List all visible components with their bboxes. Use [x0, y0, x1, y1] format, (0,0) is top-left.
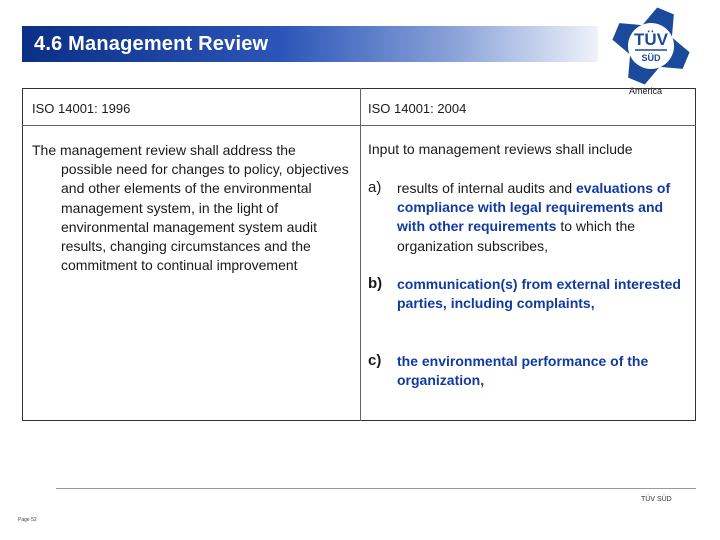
list-item-b	[368, 275, 690, 313]
list-item-c	[368, 352, 690, 390]
right-intro: Input to management reviews shall include	[368, 141, 633, 157]
table-column-divider	[360, 88, 361, 421]
table-header-divider	[22, 125, 696, 126]
page-number: Page 52	[18, 517, 37, 523]
list-marker: a)	[368, 179, 382, 196]
logo-main-text: TÜV	[634, 30, 668, 49]
item-plain-text: results of internal audits and	[397, 180, 576, 196]
tuv-sud-logo	[611, 6, 691, 98]
footer-divider	[56, 488, 696, 489]
item-highlight-text: the environmental performance of the organization,	[397, 353, 649, 389]
page-title: 4.6 Management Review	[34, 33, 269, 55]
item-tail-text: to which the organization subscribes,	[397, 218, 636, 254]
logo-region: America	[629, 86, 663, 96]
list-item-a	[368, 179, 690, 256]
item-highlight-text: communication(s) from external interested parties, including complaints,	[397, 276, 681, 312]
left-column-heading: ISO 14001: 1996	[32, 101, 131, 116]
footer-brand: TÜV SÜD	[641, 496, 672, 503]
list-marker: b)	[368, 275, 383, 292]
item-highlight-text: evaluations of compliance with legal requirements and with other requirements	[397, 180, 671, 235]
list-marker: c)	[368, 352, 382, 369]
logo-sub-text: SÜD	[641, 53, 661, 63]
right-column-heading: ISO 14001: 2004	[368, 101, 467, 116]
left-paragraph: The management review shall address the possible need for changes to policy, objectives and other elements of the environmental management system, in the light of environmental management system audit results, changing circumstances and the commitment to continual improvement	[32, 142, 349, 274]
